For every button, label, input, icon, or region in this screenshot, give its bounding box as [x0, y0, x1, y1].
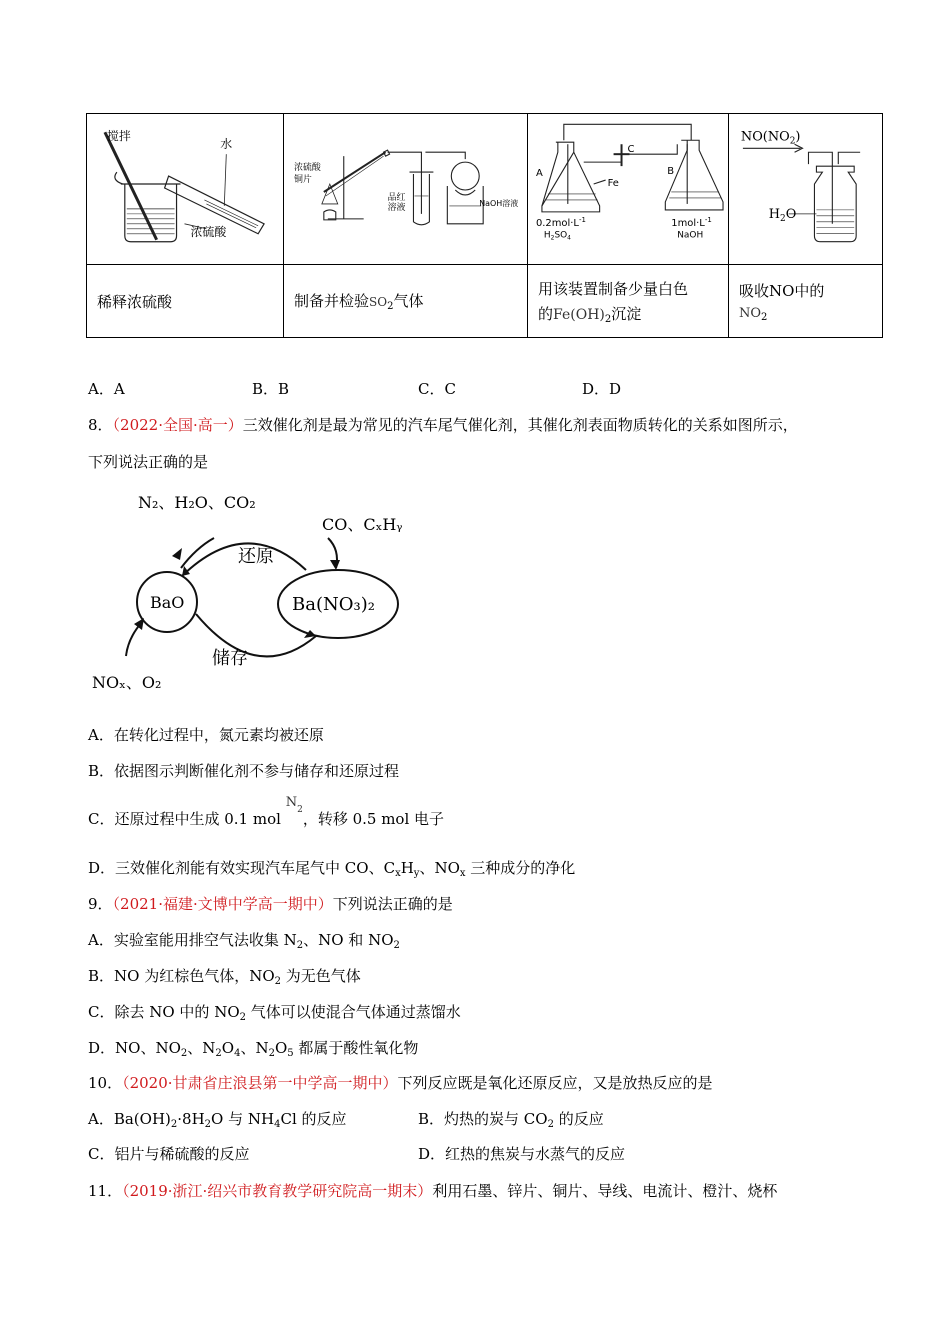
inputs-label: NOₓ、O₂: [92, 673, 162, 692]
q7-caption-b: 制备并检验$SO_2$气体: [284, 265, 528, 338]
storage-label: 储存: [212, 648, 248, 669]
dilution-apparatus-figure: [87, 114, 283, 264]
q10-option-b[interactable]: B．灼热的炭与 $CO_2$ 的反应: [418, 1110, 604, 1130]
h2so4-label: $H_2SO_4$: [543, 230, 571, 242]
flask-b-label: B: [667, 166, 675, 178]
q9-stem: 9．（2021·福建·文博中学高一期中）下列说法正确的是: [88, 895, 453, 913]
q7-cell-d-figure: [729, 114, 883, 265]
q8-option-a[interactable]: A．在转化过程中，氮元素均被还原: [88, 726, 324, 744]
valve-c-label: C: [627, 144, 635, 156]
q10-option-c[interactable]: C．铝片与稀硫酸的反应: [88, 1145, 250, 1163]
left-conc-label: $0.2mol\cdot L^{-1}$: [535, 215, 586, 229]
water-label: $H_2O$: [768, 206, 797, 224]
gas-label: $NO(NO_2)$: [740, 129, 801, 147]
q7-cell-b-figure: [284, 114, 528, 265]
q7-apparatus-table: [86, 113, 883, 338]
q10-stem: 10．（2020·甘肃省庄浪县第一中学高一期中）下列反应既是氧化还原反应，又是放热反应的是: [88, 1074, 713, 1092]
q9-option-a[interactable]: A．实验室能用排空气法收集 $N_2$、NO 和 $NO_2$: [88, 931, 400, 951]
q7-caption-c: 用该装置制备少量白色 的$Fe(OH)_2$沉淀: [528, 265, 729, 338]
right-conc-label: $1mol\cdot L^{-1}$: [671, 215, 712, 229]
no2-absorption-figure: [729, 114, 882, 264]
q7-caption-d: 吸收NO中的 $NO_2$: [729, 265, 883, 338]
pinkred-label-2: 溶液: [387, 202, 406, 213]
q8-option-c[interactable]: C．还原过程中生成 0.1 mol $N^2$，转移 0.5 mol 电子: [88, 795, 445, 828]
q11-source: （2019·浙江·绍兴市教育教学研究院高一期末）: [122, 1182, 433, 1200]
q10-option-a[interactable]: A．$Ba(OH)_2\cdot 8H_2O$ 与 $NH_4Cl$ 的反应: [88, 1110, 347, 1130]
naoh-label: NaOH: [677, 230, 704, 241]
reductants-label: CO、CₓHᵧ: [322, 515, 403, 534]
q8-stem-line2: 下列说法正确的是: [88, 453, 209, 471]
q8-stem-line1: 8．（2022·全国·高一）三效催化剂是最为常见的汽车尾气催化剂，其催化剂表面物质转化的关系如图所示，: [88, 416, 798, 434]
q7-option-d[interactable]: D．D: [582, 380, 622, 398]
q7-caption-a: 稀释浓硫酸: [87, 265, 284, 338]
q11-stem: 11．（2019·浙江·绍兴市教育教学研究院高一期末）利用石墨、锌片、铜片、导线、电流计、橙汁、烧杯: [88, 1182, 778, 1200]
q7-option-b[interactable]: B．B: [252, 380, 290, 398]
q7-cell-c-figure: [528, 114, 729, 265]
q9-source: （2021·福建·文博中学高一期中）: [112, 895, 333, 913]
catalyst-cycle-figure: [86, 486, 426, 698]
pinkred-label-1: 品红: [387, 192, 406, 203]
q7-cell-a-figure: [87, 114, 284, 265]
q7-option-c[interactable]: C．C: [418, 380, 456, 398]
q8-source: （2022·全国·高一）: [112, 416, 243, 434]
q8-option-b[interactable]: B．依据图示判断催化剂不参与储存和还原过程: [88, 762, 400, 780]
naoh-label: NaOH溶液: [479, 198, 519, 208]
stir-label: 搅拌: [106, 129, 131, 144]
q9-option-d[interactable]: D．NO、$NO_2$、$N_2O_4$、$N_2O_5$ 都属于酸性氧化物: [88, 1039, 419, 1059]
so2-preparation-figure: [284, 114, 527, 264]
feoh2-apparatus-figure: [528, 114, 728, 264]
q9-option-b[interactable]: B．NO 为红棕色气体，$NO_2$ 为无色气体: [88, 967, 361, 987]
q10-option-d[interactable]: D．红热的焦炭与水蒸气的反应: [418, 1145, 626, 1163]
bao-label: BaO: [150, 593, 185, 612]
ba-no3-label: Ba(NO₃)₂: [292, 594, 375, 615]
q9-option-c[interactable]: C．除去 NO 中的 $NO_2$ 气体可以使混合气体通过蒸馏水: [88, 1003, 461, 1023]
q8-option-d[interactable]: D．三效催化剂能有效实现汽车尾气中 CO、$C_xH_y$、$NO_x$ 三种成分的净化: [88, 859, 576, 879]
conc-acid-label: 浓硫酸: [190, 224, 227, 239]
copper-label: 铜片: [293, 175, 312, 186]
q10-source: （2020·甘肃省庄浪县第一中学高一期中）: [122, 1074, 398, 1092]
reduction-label: 还原: [238, 546, 274, 567]
q7-option-a[interactable]: A．A: [88, 380, 125, 398]
fe-label: Fe: [607, 178, 619, 190]
flask-a-label: A: [535, 168, 543, 180]
water-label: 水: [220, 137, 233, 152]
conc-acid-label: 浓硫酸: [293, 163, 321, 174]
products-label: N₂、H₂O、CO₂: [138, 493, 256, 512]
